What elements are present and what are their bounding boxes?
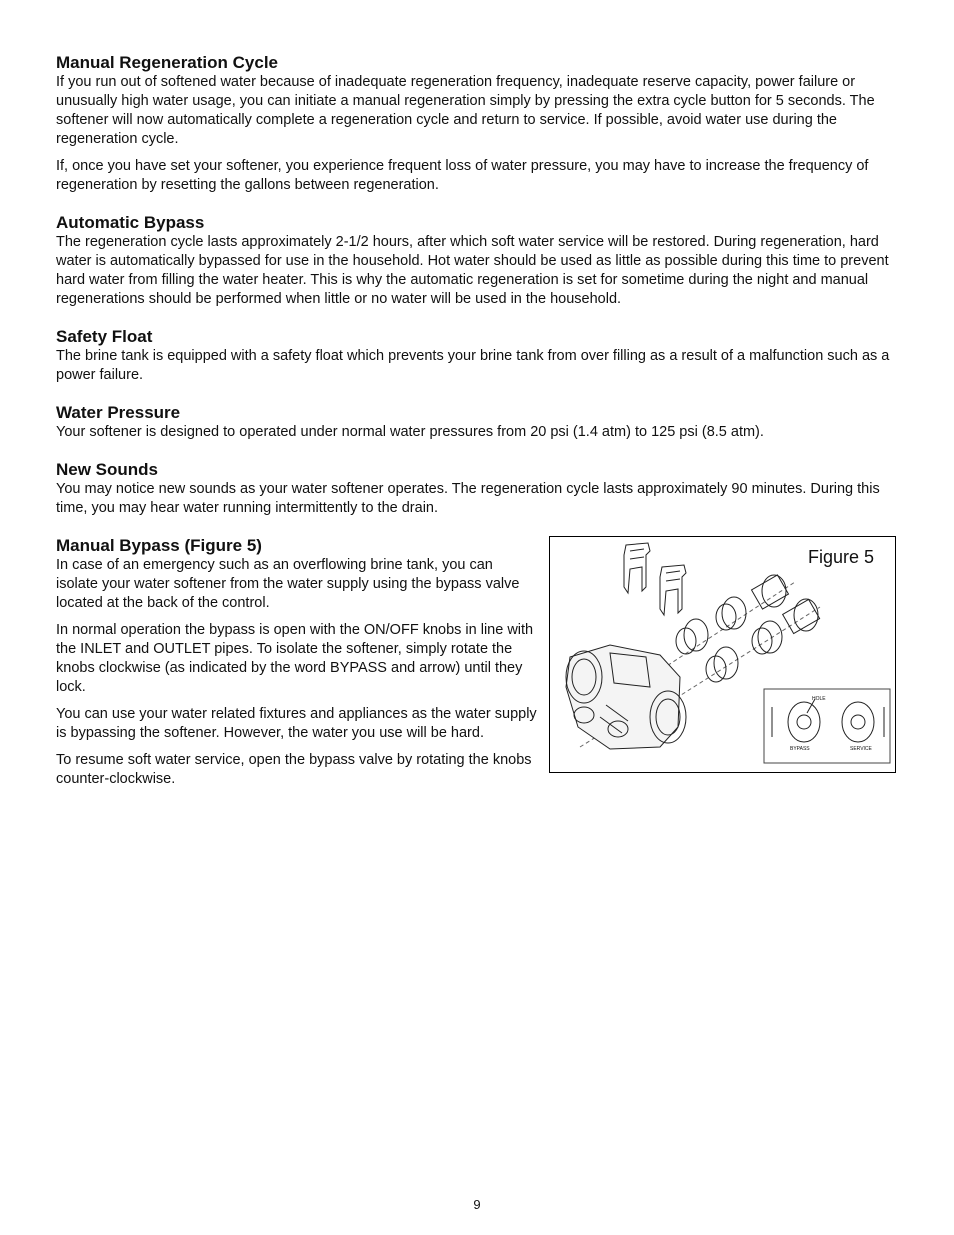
paragraph: You may notice new sounds as your water softener operates. The regeneration cycle lasts approximately 90 minutes. During this time, you may hear water running intermittently to the drain. [56,481,880,516]
page-number: 9 [473,1197,481,1212]
figure-label: Figure 5 [807,547,874,567]
bypass-valve-illustration [550,537,895,772]
section-water-pressure [56,402,898,442]
clip-illustration [624,543,686,615]
paragraph: If, once you have set your softener, you experience frequent loss of water pressure, you may have to increase the frequency of regeneration by resetting the gallons between regeneration. [56,158,869,193]
section-heading: Safety Float [56,327,153,346]
valve-body [566,645,686,749]
paragraph: To resume soft water service, open the bypass valve by rotating the knobs counter-clockwise. [56,752,532,787]
section-safety-float [56,326,898,385]
section-manual-regeneration [56,52,898,195]
section-automatic-bypass [56,212,898,309]
bypass-label: BYPASS [790,746,810,752]
paragraph: Your softener is designed to operated under normal water pressures from 20 psi (1.4 atm) to 125 psi (8.5 atm). [56,424,764,440]
manual-bypass-text [56,535,538,789]
page-content [56,52,898,806]
hole-label: HOLE [812,696,826,702]
section-heading: Automatic Bypass [56,213,205,232]
section-heading: New Sounds [56,460,159,479]
pipe-fittings [676,575,820,682]
paragraph: The regeneration cycle lasts approximately 2-1/2 hours, after which soft water service will be restored. During regeneration, hard water is automatically bypassed for use in the household. Hot water should be used as little as possible during this time to prevent hard water from filling the water heater. This is why the automatic regeneration is set for sometime during the night and manual regenerations should be performed when little or no water will be used in the household. [56,234,889,307]
section-new-sounds [56,459,898,518]
service-label: SERVICE [850,746,872,752]
section-heading: Manual Bypass (Figure 5) [56,536,262,555]
section-manual-bypass [56,535,898,789]
paragraph: If you run out of softened water because of inadequate regeneration frequency, inadequate reserve capacity, power failure or unusually high water usage, you can initiate a manual regeneration simply by pressing the extra cycle button for 5 seconds. The softener will now automatically complete a regeneration cycle and return to service. If possible, avoid water use during the regeneration cycle. [56,74,875,147]
paragraph: In normal operation the bypass is open with the ON/OFF knobs in line with the INLET and OUTLET pipes. To isolate the softener, simply rotate the knobs clockwise (as indicated by the word BYPASS and arrow) until they lock. [56,622,534,695]
figure-5 [549,536,896,773]
section-heading: Manual Regeneration Cycle [56,53,279,72]
paragraph: In case of an emergency such as an overflowing brine tank, you can isolate your water softener from the water supply using the bypass valve located at the back of the control. [56,557,520,611]
paragraph: The brine tank is equipped with a safety float which prevents your brine tank from over filling as a result of a malfunction such as a power failure. [56,348,890,383]
paragraph: You can use your water related fixtures and appliances as the water supply is bypassing the softener. However, the water you use will be hard. [56,706,537,741]
section-heading: Water Pressure [56,403,181,422]
bypass-inset [764,689,890,763]
